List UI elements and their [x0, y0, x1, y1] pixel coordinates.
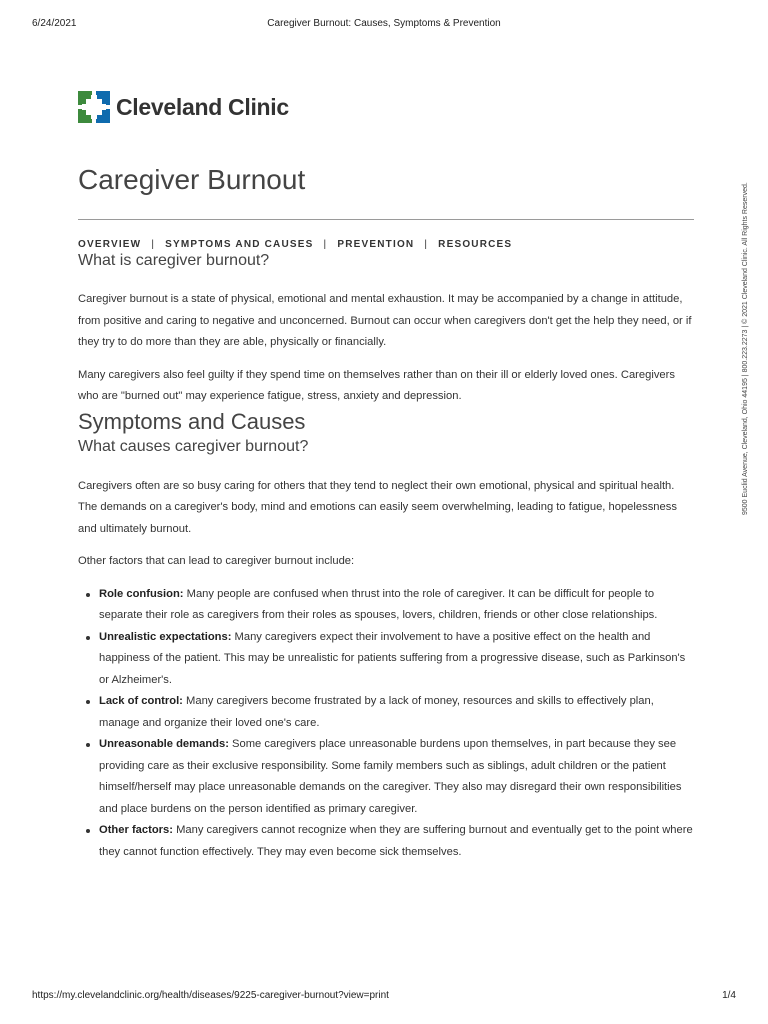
title-divider: [78, 219, 694, 220]
factor-text: Many caregivers expect their involvement to have a positive effect on the health and happiness of the patient. This may be unrealistic for patients suffering from a progressive disease, such as Parkinson's or Alzheimer's.: [99, 630, 686, 686]
overview-paragraph: Many caregivers also feel guilty if they spend time on themselves rather than on their ill or elderly loved ones. Caregivers who are "burned out" may experience fatigue, stress, anxiety and depression.: [78, 368, 675, 402]
nav-resources[interactable]: RESOURCES: [438, 239, 513, 250]
factors-list: [78, 584, 694, 864]
print-footer: [32, 990, 736, 1004]
article: [78, 156, 694, 863]
factor-term: Unrealistic expectations:: [99, 630, 232, 643]
print-date: 6/24/2021: [32, 18, 77, 29]
nav-separator: |: [151, 239, 156, 250]
factor-term: Role confusion:: [99, 587, 184, 600]
factors-intro: Other factors that can lead to caregiver burnout include:: [78, 555, 355, 567]
factor-term: Other factors:: [99, 824, 173, 836]
causes-question: What causes caregiver burnout?: [78, 437, 309, 455]
factor-term: Lack of control:: [99, 695, 183, 707]
list-item: [99, 691, 694, 734]
factor-text: Some caregivers place unreasonable burdens upon themselves, in part because they see providing care as their exclusive responsibility. Some family members such as siblings, adult children or the patient himself/herself may place unreasonable demands on the caregiver. They also may disregard their own responsibilities and place burdens on the person identified as primary caregiver.: [99, 738, 682, 815]
nav-separator: |: [323, 239, 328, 250]
list-item: [99, 627, 694, 692]
section-nav: [78, 239, 694, 250]
logo-wordmark: Cleveland Clinic: [116, 93, 289, 120]
page-title: Caregiver Burnout: [78, 164, 306, 195]
print-url[interactable]: https://my.clevelandclinic.org/health/diseases/9225-caregiver-burnout?view=print: [32, 990, 389, 1001]
nav-overview[interactable]: OVERVIEW: [78, 239, 142, 250]
list-item: [99, 820, 694, 863]
cleveland-clinic-cross-icon: [78, 91, 110, 123]
factor-text: Many people are confused when thrust into the role of caregiver. It can be difficult for people to separate their role as caregivers from their roles as spouses, lovers, children, friends or other close relationships.: [99, 587, 658, 621]
print-header: [32, 18, 736, 32]
overview-question: What is caregiver burnout?: [78, 252, 270, 269]
nav-symptoms-and-causes[interactable]: SYMPTOMS AND CAUSES: [165, 239, 314, 250]
nav-separator: |: [424, 239, 429, 250]
nav-prevention[interactable]: PREVENTION: [337, 239, 415, 250]
overview-paragraph: Caregiver burnout is a state of physical, emotional and mental exhaustion. It may be accompanied by a change in attitude, from positive and caring to negative and unconcerned. Burnout can occur when caregivers don't get the help they need, or if they try to do more than they are able, physically or financially.: [78, 293, 692, 348]
factor-text: Many caregivers become frustrated by a lack of money, resources and skills to effectively plan, manage and organize their loved one's care.: [99, 695, 654, 729]
print-title: Caregiver Burnout: Causes, Symptoms & Prevention: [267, 18, 501, 29]
list-item: [99, 734, 694, 820]
cleveland-clinic-logo[interactable]: [78, 90, 289, 124]
vertical-address-note: 9500 Euclid Avenue, Cleveland, Ohio 44195 | 800.223.2273 | © 2021 Cleveland Clinic. All Rights Reserved.: [742, 182, 749, 515]
list-item: [99, 584, 694, 627]
factor-term: Unreasonable demands:: [99, 738, 229, 750]
factor-text: Many caregivers cannot recognize when they are suffering burnout and eventually get to the point where they cannot function effectively. They may even become sick themselves.: [99, 824, 693, 858]
causes-paragraph: Caregivers often are so busy caring for others that they tend to neglect their own emotional, physical and spiritual health. The demands on a caregiver's body, mind and emotions can easily seem overwhelming, leading to fatigue, hopelessness and ultimately burnout.: [78, 479, 677, 535]
page-number: 1/4: [722, 990, 736, 1001]
symptoms-heading: Symptoms and Causes: [78, 408, 306, 434]
